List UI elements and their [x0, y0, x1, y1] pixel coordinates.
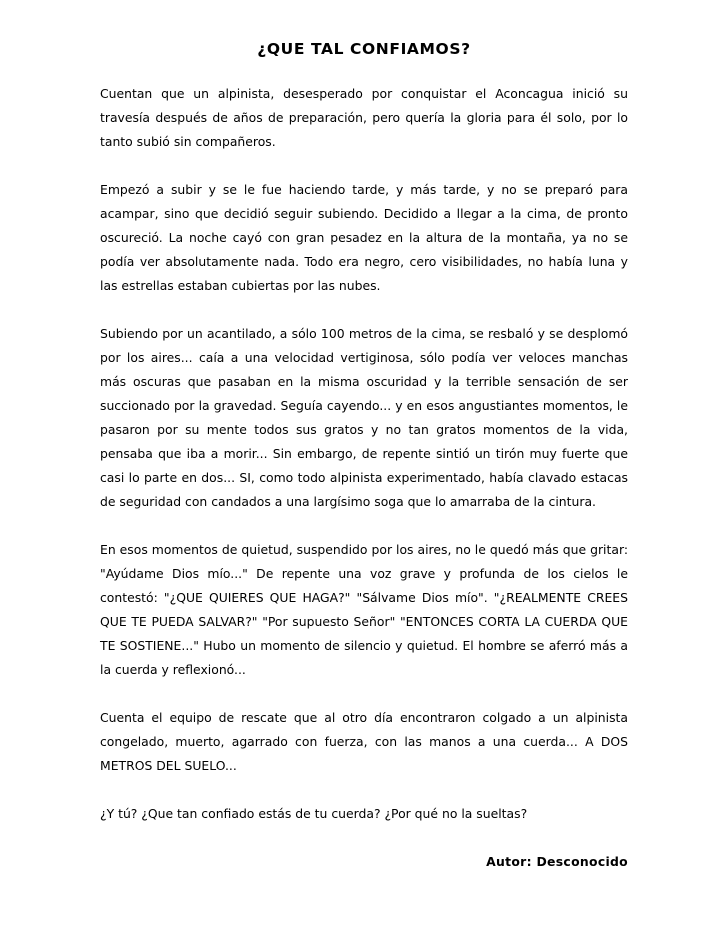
paragraph-6: ¿Y tú? ¿Que tan confiado estás de tu cuerda? ¿Por qué no la sueltas? — [100, 806, 528, 821]
paragraph-1: Cuentan que un alpinista, desesperado por conquistar el Aconcagua inició su travesía después de años de preparación, pero quería la gloria para él solo, por lo tanto subió sin compañeros. — [100, 86, 628, 149]
paragraph-3: Subiendo por un acantilado, a sólo 100 metros de la cima, se resbaló y se desplomó por los aires... caía a una velocidad vertiginosa, sólo podía ver veloces manchas más oscuras que pasaban en la misma oscuridad y la terrible sensación de ser succionado por la gravedad. Seguía cayendo... y en esos angustiantes momentos, le pasaron por su mente todos sus gratos y no tan gratos momentos de la vida, pensaba que iba a morir... Sin embargo, de repente sintió un tirón muy fuerte que casi lo parte en dos... SI, como todo alpinista experimentado, había clavado estacas de seguridad con candados a una largísimo soga que lo amarraba de la cintura. — [100, 326, 628, 509]
author-credit: Autor: Desconocido — [486, 854, 628, 869]
paragraph-5: Cuenta el equipo de rescate que al otro día encontraron colgado a un alpinista congelado, muerto, agarrado con fuerza, con las manos a una cuerda... A DOS METROS DEL SUELO... — [100, 710, 628, 773]
document-title: ¿QUE TAL CONFIAMOS? — [257, 40, 471, 58]
paragraph-4: En esos momentos de quietud, suspendido por los aires, no le quedó más que gritar: "Ayúdame Dios mío..." De repente una voz grave y profunda de los cielos le contestó: "¿QUE QUIERES QUE HAGA?" "Sálvame Dios mío". "¿REALMENTE CREES QUE TE PUEDA SALVAR?" "Por supuesto Señor" "ENTONCES CORTA LA CUERDA QUE TE SOSTIENE..." Hubo un momento de silencio y quietud. El hombre se aferró más a la cuerda y reflexionó... — [100, 542, 628, 677]
paragraph-2: Empezó a subir y se le fue haciendo tarde, y más tarde, y no se preparó para acampar, sino que decidió seguir subiendo. Decidido a llegar a la cima, de pronto oscureció. La noche cayó con gran pesadez en la altura de la montaña, ya no se podía ver absolutamente nada. Todo era negro, cero visibilidades, no había luna y las estrellas estaban cubiertas por las nubes. — [100, 182, 628, 293]
document-page — [100, 36, 628, 874]
